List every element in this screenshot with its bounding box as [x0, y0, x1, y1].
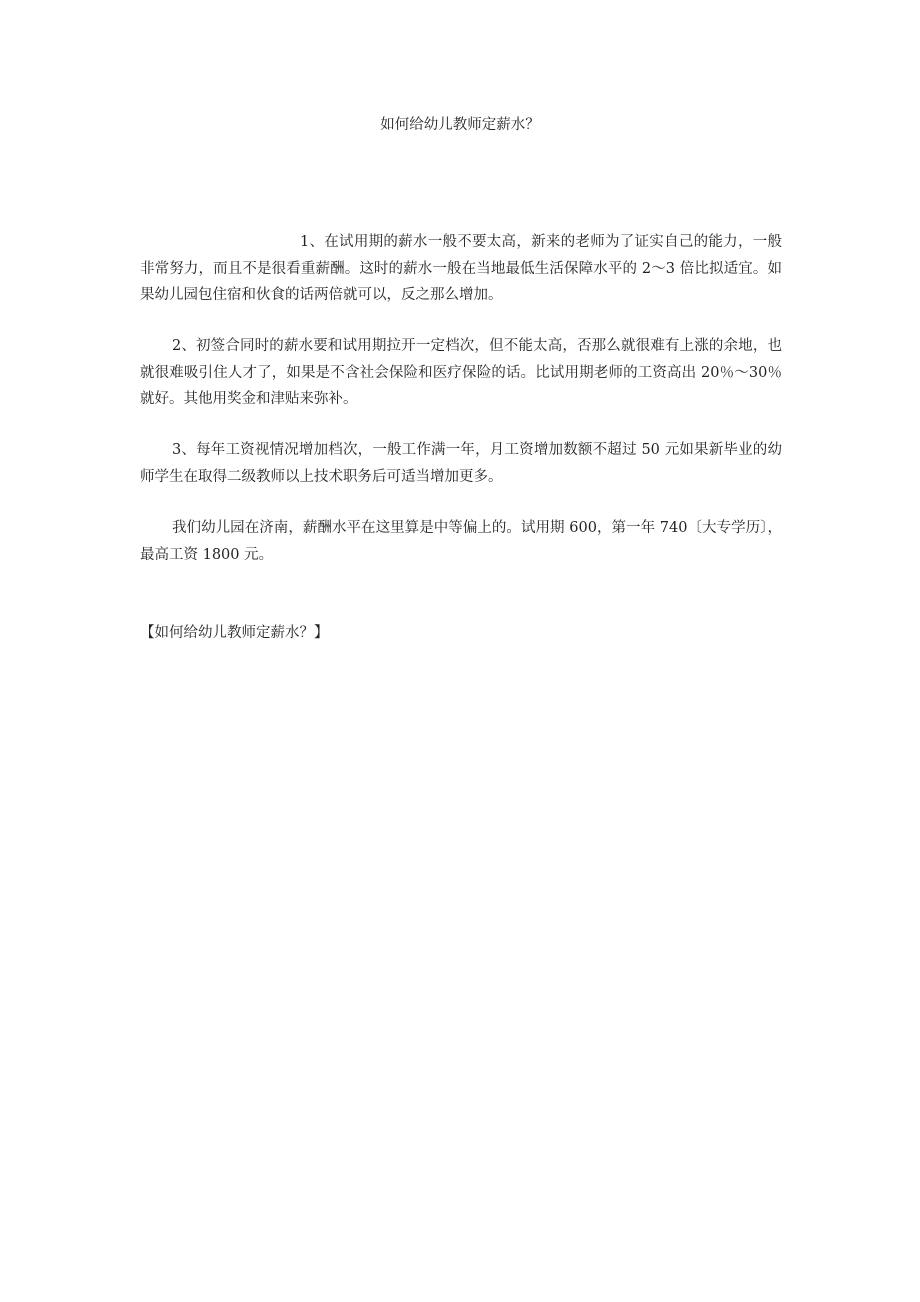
paragraph-example-kindergarten: 我们幼儿园在济南，薪酬水平在这里算是中等偏上的。试用期 600，第一年 740〔大专学历〕，最高工资 1800 元。: [140, 520, 782, 563]
paragraph-contract-salary: 2、初签合同时的薪水要和试用期拉开一定档次，但不能太高，否那么就很难有上涨的余地，也就很难吸引住人才了，如果是不含社会保险和医疗保险的话。比试用期老师的工资高出 20％～30％就好。其他用奖金和津贴来弥补。: [140, 338, 782, 407]
paragraph-probation-salary: 1、在试用期的薪水一般不要太高，新来的老师为了证实自己的能力，一般非常努力，而且不是很看重薪酬。这时的薪水一般在当地最低生活保障水平的 2～3 倍比拟适宜。如果幼儿园包住宿和伙食的话两倍就可以，反之那么增加。: [140, 234, 782, 303]
document-footer-title: 【如何给幼儿教师定薪水？】: [140, 625, 329, 641]
document-title: 如何给幼儿教师定薪水？: [380, 117, 540, 133]
paragraph-annual-raise: 3、每年工资视情况增加档次，一般工作满一年，月工资增加数额不超过 50 元如果新毕业的幼师学生在取得二级教师以上技术职务后可适当增加更多。: [140, 442, 782, 485]
